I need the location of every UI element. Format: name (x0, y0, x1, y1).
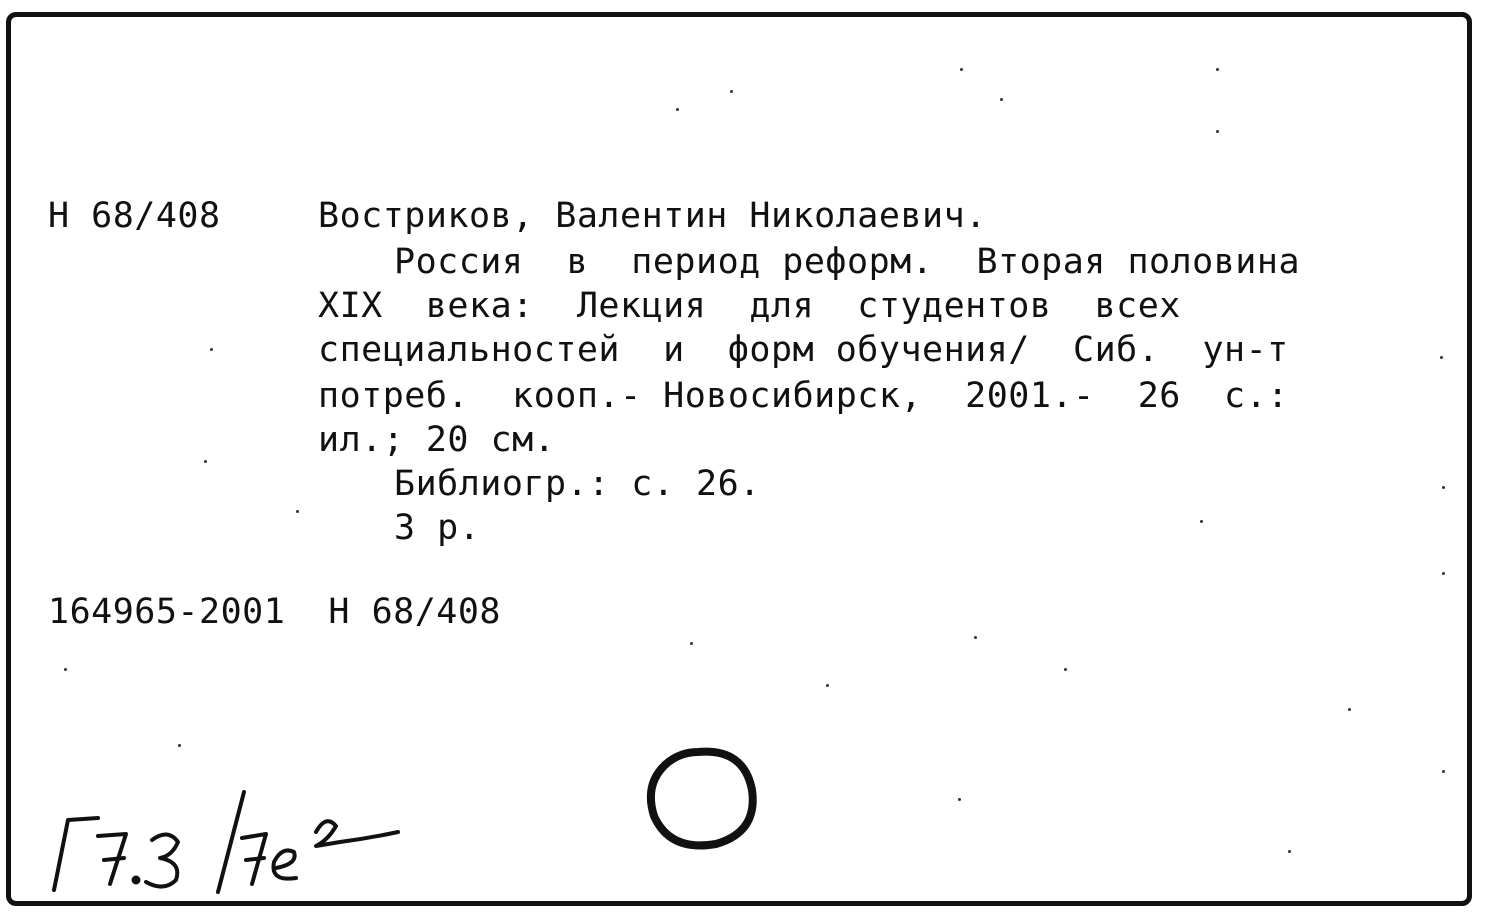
author-heading: Востриков, Валентин Николаевич. (318, 196, 987, 236)
title-line-3: специальностей и форм обучения/ Сиб. ун-т (318, 330, 1289, 370)
circle-mark (636, 740, 766, 860)
title-line-2: XIX века: Лекция для студентов всех (318, 286, 1181, 326)
price: 3 р. (394, 508, 481, 548)
bibliography-note: Библиогр.: с. 26. (394, 464, 761, 504)
title-line-4: потреб. кооп.- Новосибирск, 2001.- 26 с.: (318, 376, 1289, 416)
call-number: Н 68/408 (48, 196, 221, 236)
handwritten-shelf-mark (40, 780, 420, 900)
inventory-number: 164965-2001 Н 68/408 (48, 592, 502, 632)
title-line-1: Россия в период реформ. Вторая половина (394, 242, 1301, 282)
title-line-5: ил.; 20 см. (318, 420, 556, 460)
